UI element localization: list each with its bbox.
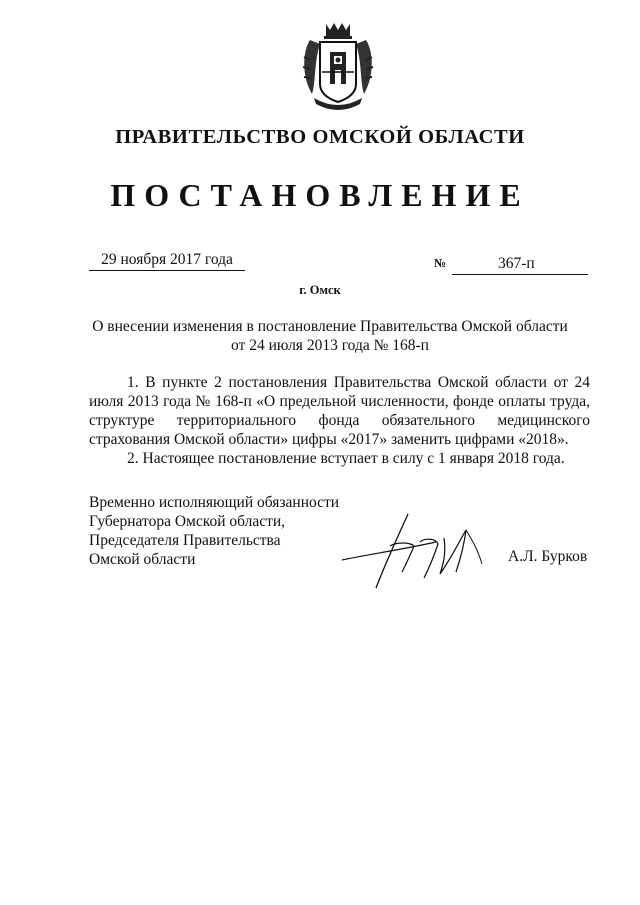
omsk-region-coat-of-arms-icon: [300, 22, 376, 116]
document-number-field: [452, 255, 588, 275]
document-subject: [60, 317, 600, 355]
subject-line-2: от 24 июля 2013 года № 168-п: [231, 337, 429, 354]
document-body: [89, 373, 590, 468]
document-date: 29 ноября 2017 года: [89, 251, 245, 271]
paragraph-1: 1. В пункте 2 постановления Правительства Омской области от 24 июля 2013 года № 168-п «О предельной численности, фонде оплаты труда, структуре территориального фонда обязательного медицинского страхования Омской области» цифры «2017» заменить цифрами «2018».: [89, 374, 590, 448]
subject-line-1: О внесении изменения в постановление Правительства Омской области: [92, 318, 568, 335]
city: г. Омск: [299, 283, 341, 297]
issuer-title: ПРАВИТЕЛЬСТВО ОМСКОЙ ОБЛАСТИ: [115, 126, 525, 148]
handwritten-signature: [340, 512, 500, 592]
signer-position-line: Омской области: [89, 551, 196, 568]
number-prefix: №: [434, 256, 447, 270]
signer-position-line: Губернатора Омской области,: [89, 513, 286, 530]
signer-position-line: Временно исполняющий обязанности: [89, 494, 340, 511]
signer-position-line: Председателя Правительства: [89, 532, 281, 549]
signer-position: [89, 493, 339, 569]
signer-name: А.Л. Бурков: [508, 548, 588, 565]
document-number: 367-п: [498, 255, 535, 272]
paragraph-2: 2. Настоящее постановление вступает в силу с 1 января 2018 года.: [127, 450, 565, 467]
document-type: ПОСТАНОВЛЕНИЕ: [110, 177, 530, 213]
